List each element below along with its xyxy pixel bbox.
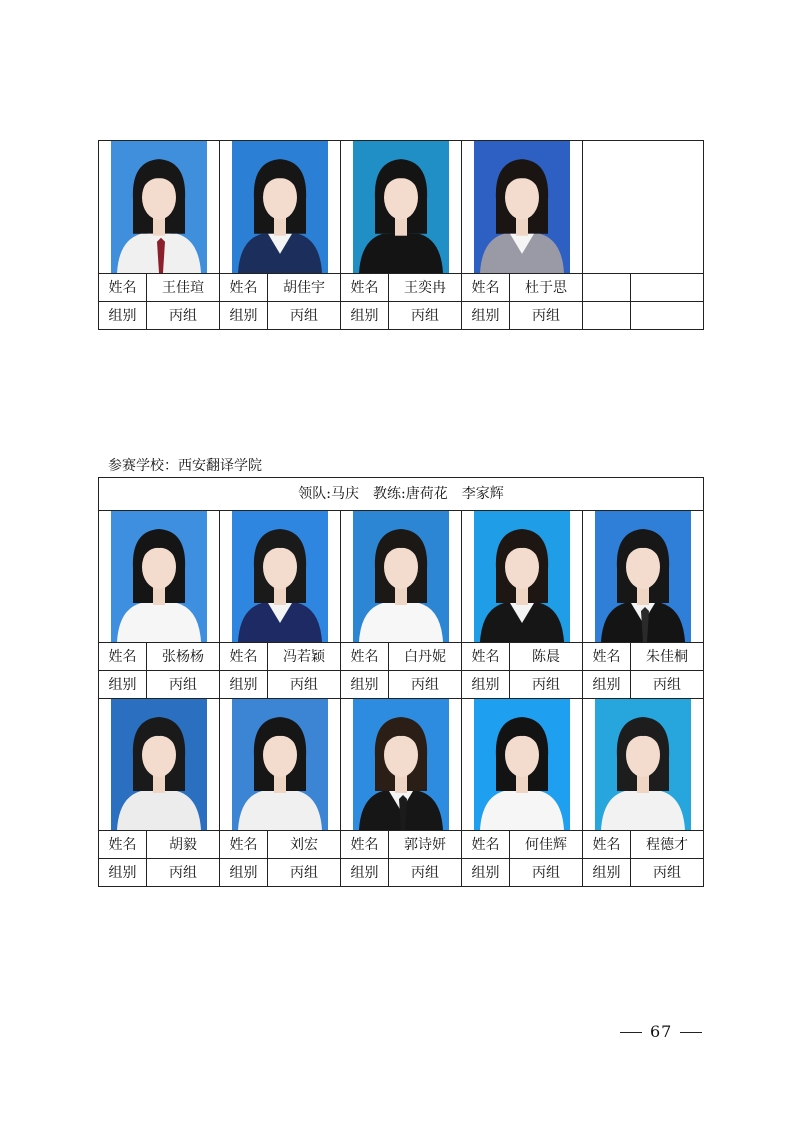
student-name: 陈晨 bbox=[510, 643, 583, 671]
student-group: 丙组 bbox=[510, 859, 583, 887]
group-label: 组别 bbox=[583, 859, 631, 887]
photo-row bbox=[99, 699, 704, 831]
student-group: 丙组 bbox=[147, 859, 220, 887]
group-label: 组别 bbox=[220, 859, 268, 887]
student-photo bbox=[595, 511, 691, 642]
school-heading: 参赛学校：西安翻译学院 bbox=[108, 458, 262, 474]
student-name: 胡毅 bbox=[147, 831, 220, 859]
group-row bbox=[99, 302, 704, 330]
student-group: 丙组 bbox=[268, 671, 341, 699]
leaders-coaches: 领队:马庆 教练:唐荷花 李家辉 bbox=[99, 478, 704, 511]
photo-cell bbox=[462, 511, 583, 643]
student-group: 丙组 bbox=[631, 671, 704, 699]
student-photo bbox=[232, 699, 328, 830]
student-photo bbox=[111, 141, 207, 273]
student-photo bbox=[353, 141, 449, 273]
student-photo bbox=[232, 141, 328, 273]
student-photo bbox=[353, 699, 449, 830]
student-group: 丙组 bbox=[389, 671, 462, 699]
name-label: 姓名 bbox=[220, 274, 268, 302]
student-photo bbox=[111, 511, 207, 642]
group-label: 组别 bbox=[99, 859, 147, 887]
dash-left bbox=[620, 1032, 642, 1033]
empty-cell bbox=[583, 302, 631, 330]
group-label: 组别 bbox=[462, 671, 510, 699]
name-label: 姓名 bbox=[220, 643, 268, 671]
group-label: 组别 bbox=[220, 302, 268, 330]
leaders-row bbox=[99, 478, 704, 511]
page-number bbox=[612, 1022, 710, 1041]
group-label: 组别 bbox=[99, 671, 147, 699]
student-group: 丙组 bbox=[631, 859, 704, 887]
student-group: 丙组 bbox=[147, 671, 220, 699]
student-photo bbox=[474, 511, 570, 642]
group-label: 组别 bbox=[462, 302, 510, 330]
student-name: 何佳辉 bbox=[510, 831, 583, 859]
student-photo bbox=[232, 511, 328, 642]
group-label: 组别 bbox=[341, 671, 389, 699]
photo-cell bbox=[220, 511, 341, 643]
name-label: 姓名 bbox=[341, 831, 389, 859]
student-group: 丙组 bbox=[268, 302, 341, 330]
name-row bbox=[99, 274, 704, 302]
student-name: 朱佳桐 bbox=[631, 643, 704, 671]
empty-photo-cell bbox=[583, 141, 704, 274]
photo-cell bbox=[341, 699, 462, 831]
name-label: 姓名 bbox=[462, 274, 510, 302]
empty-cell bbox=[631, 302, 704, 330]
student-photo bbox=[353, 511, 449, 642]
student-name: 张杨杨 bbox=[147, 643, 220, 671]
name-label: 姓名 bbox=[99, 643, 147, 671]
student-group: 丙组 bbox=[268, 859, 341, 887]
group-row bbox=[99, 859, 704, 887]
student-name: 胡佳宇 bbox=[268, 274, 341, 302]
empty-cell bbox=[631, 274, 704, 302]
student-group: 丙组 bbox=[389, 302, 462, 330]
photo-cell bbox=[583, 511, 704, 643]
name-label: 姓名 bbox=[462, 831, 510, 859]
student-name: 王佳瑄 bbox=[147, 274, 220, 302]
page-number-value: 67 bbox=[650, 1022, 673, 1041]
name-label: 姓名 bbox=[341, 643, 389, 671]
group-label: 组别 bbox=[462, 859, 510, 887]
name-label: 姓名 bbox=[462, 643, 510, 671]
name-label: 姓名 bbox=[583, 831, 631, 859]
name-label: 姓名 bbox=[583, 643, 631, 671]
photo-cell bbox=[99, 699, 220, 831]
student-photo bbox=[595, 699, 691, 830]
dash-right bbox=[680, 1032, 702, 1033]
student-group: 丙组 bbox=[147, 302, 220, 330]
name-row bbox=[99, 643, 704, 671]
photo-row bbox=[99, 141, 704, 274]
group-label: 组别 bbox=[341, 859, 389, 887]
photo-cell bbox=[462, 141, 583, 274]
student-group: 丙组 bbox=[510, 671, 583, 699]
photo-cell bbox=[99, 141, 220, 274]
group-row bbox=[99, 671, 704, 699]
photo-cell bbox=[341, 141, 462, 274]
group-label: 组别 bbox=[220, 671, 268, 699]
photo-cell bbox=[341, 511, 462, 643]
student-name: 程德才 bbox=[631, 831, 704, 859]
photo-row bbox=[99, 511, 704, 643]
photo-cell bbox=[583, 699, 704, 831]
student-name: 白丹妮 bbox=[389, 643, 462, 671]
photo-cell bbox=[220, 141, 341, 274]
photo-cell bbox=[99, 511, 220, 643]
student-name: 杜于思 bbox=[510, 274, 583, 302]
name-label: 姓名 bbox=[341, 274, 389, 302]
student-photo bbox=[474, 141, 570, 273]
name-label: 姓名 bbox=[220, 831, 268, 859]
student-name: 刘宏 bbox=[268, 831, 341, 859]
student-group: 丙组 bbox=[510, 302, 583, 330]
empty-cell bbox=[583, 274, 631, 302]
name-label: 姓名 bbox=[99, 831, 147, 859]
student-photo bbox=[474, 699, 570, 830]
student-name: 郭诗妍 bbox=[389, 831, 462, 859]
student-table-2 bbox=[98, 477, 704, 887]
group-label: 组别 bbox=[99, 302, 147, 330]
student-name: 王奕冉 bbox=[389, 274, 462, 302]
student-group: 丙组 bbox=[389, 859, 462, 887]
student-name: 冯若颖 bbox=[268, 643, 341, 671]
name-label: 姓名 bbox=[99, 274, 147, 302]
photo-cell bbox=[220, 699, 341, 831]
student-photo bbox=[111, 699, 207, 830]
group-label: 组别 bbox=[341, 302, 389, 330]
group-label: 组别 bbox=[583, 671, 631, 699]
name-row bbox=[99, 831, 704, 859]
student-table-1 bbox=[98, 140, 704, 330]
photo-cell bbox=[462, 699, 583, 831]
